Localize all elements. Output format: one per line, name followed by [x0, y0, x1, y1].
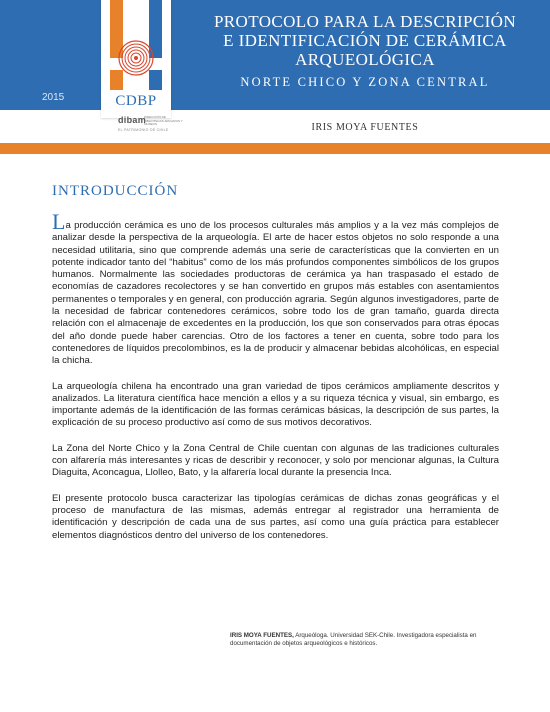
title-line-1: PROTOCOLO PARA LA DESCRIPCIÓN	[213, 12, 517, 31]
footnote-text: Arqueóloga. Universidad SEK-Chile. Investigadora especialista en documentación de objetos arqueológicos e históricos.	[230, 632, 477, 648]
author-heading: IRIS MOYA FUENTES	[311, 122, 419, 133]
author-footnote	[230, 632, 510, 649]
header-band	[0, 0, 550, 110]
document-subtitle: NORTE CHICO Y ZONA CENTRAL	[240, 75, 490, 89]
body-text	[52, 209, 499, 555]
document-title	[190, 12, 540, 69]
dibam-wordmark: dibam	[118, 115, 147, 125]
logo-wordmark: CDBP	[115, 93, 157, 109]
title-line-3: ARQUEOLÓGICA	[295, 50, 435, 69]
divider-bar	[0, 143, 550, 154]
footnote-name: IRIS MOYA FUENTES,	[230, 632, 294, 639]
cdbp-emblem-icon	[101, 0, 171, 92]
paragraph-2: La arqueología chilena ha encontrado una gran variedad de tipos cerámicos ampliamente descritos y analizados. La literatura científica hace mención a ellos y a su riqueza técnica y visual, sin embargo, es importante además de la identificación de las formas cerámicas básicas, la descripción de sus partes, la explicación de su proceso productivo así como de sus motivos decorativos.	[52, 380, 499, 429]
dropcap: L	[52, 209, 66, 234]
paragraph-4: El presente protocolo busca caracterizar las tipologías cerámicas de dichas zonas geográficas y el proceso de manufactura de las mismas, además entregar al registrador una herramienta de identificación y descripción de cada una de sus partes, así como una guía práctica para establecer elementos diagnósticos dentro del universo de los contenedores.	[52, 492, 499, 541]
paragraph-3: La Zona del Norte Chico y la Zona Central de Chile cuentan con algunas de las tradiciones culturales con alfarería más interesantes y ricas de describir y reconocer, y solo por mencionar algunas, la Cultura Diaguita, Aconcagua, Llolleo, Bato, y la alfarería local durante la presencia Inca.	[52, 442, 499, 479]
cdbp-logo	[101, 0, 171, 118]
year-label: 2015	[42, 92, 65, 103]
paragraph-1-text: a producción cerámica es uno de los procesos culturales más amplios y a la vez más complejos de analizar desde la perspectiva de la arqueología. El arte de hacer estos objetos no solo responde a una necesidad utilitaria, sino que comprende además una serie de características que la convierten en un potente indicador tanto del “habitus” como de los más profundos componentes simbólicos de los grupos humanos. Normalmente las sociedades productoras de cerámica ya han traspasado el estado de economías de cazadores recolectores y se han convertido en grupos más estables con asentamientos permanentes o temporales y en general, con producción agraria. Según algunos investigadores, parte de la necesidad de fabricar contenedores cerámicos, sobre todo los de gran tamaño, guarda directa relación con el almacenaje de excedentes en la producción, los que son conservados para otras épocas del año donde puede haber carencias. Otro de los factores a tener en cuenta, sobre todo para los contenedores de líquidos precolombinos, es la de producir y almacenar bebidas alcohólicas, en especial la chicha.	[52, 220, 499, 367]
paragraph-1	[52, 209, 499, 368]
dibam-tagline: EL PATRIMONIO DE CHILE	[118, 128, 169, 132]
title-line-2: E IDENTIFICACIÓN DE CERÁMICA	[223, 31, 507, 50]
section-title: INTRODUCCIÓN	[52, 183, 179, 199]
dibam-fullname: DIRECCIÓN DE BIBLIOTECAS ARCHIVOS Y MUSEOS	[144, 115, 183, 126]
